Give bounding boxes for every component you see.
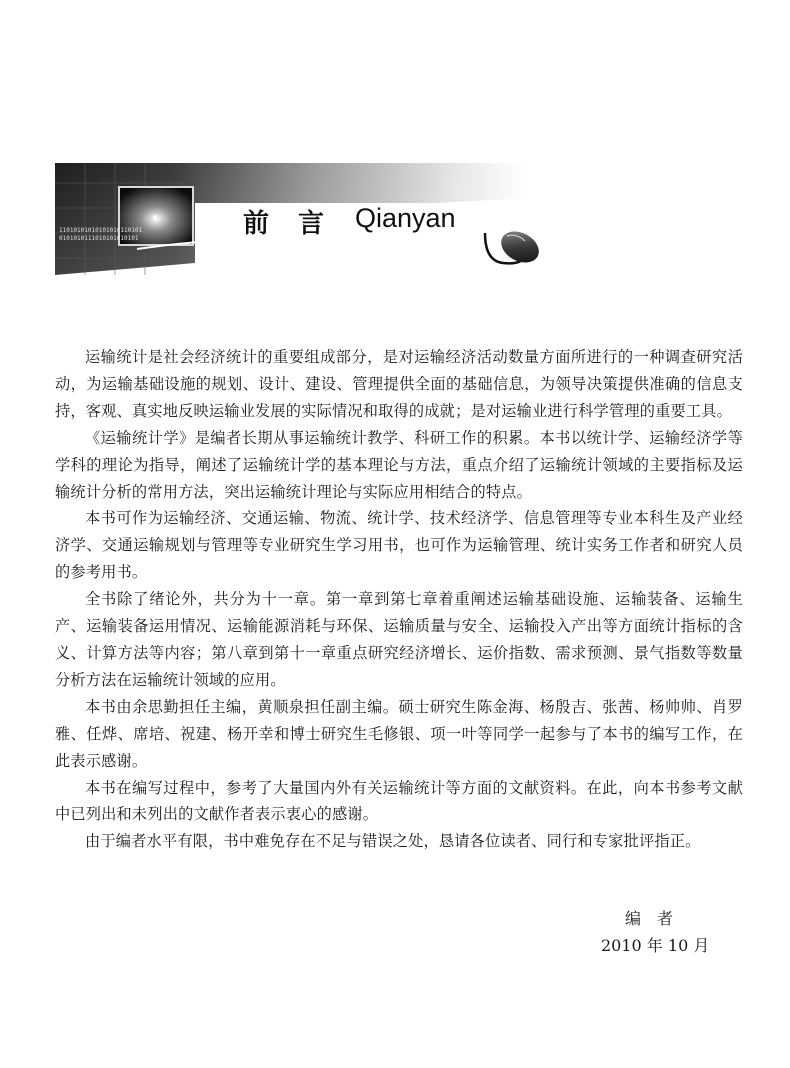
binary-decoration-2: 0101010111010101010101 [59, 235, 139, 242]
paragraph-5: 本书由余思勤担任主编，黄顺泉担任副主编。硕士研究生陈金海、杨殷吉、张茜、杨帅帅、肖罗雅、任烨、席培、祝建、杨开幸和博士研究生毛修银、项一叶等同学一起参与了本书的编写工作，在此表示感谢。 [55, 697, 743, 770]
paragraph-4: 全书除了绪论外，共分为十一章。第一章到第七章着重阐述运输基础设施、运输装备、运输生产、运输装备运用情况、运输能源消耗与环保、运输质量与安全、运输投入产出等方面统计指标的含义、计算方法等内容；第八章到第十一章重点研究经济增长、运价指数、需求预测、景气指数等数量分析方法在运输统计领域的应用。 [55, 590, 743, 689]
binary-decoration-1: 11010101010101010110101 [59, 227, 143, 234]
paragraph-2: 《运输统计学》是编者长期从事运输统计教学、科研工作的积累。本书以统计学、运输经济学等学科的理论为指导，阐述了运输统计学的基本理论与方法，重点介绍了运输统计领域的主要指标及运输统计分析的常用方法，突出运输统计理论与实际应用相结合的特点。 [55, 428, 743, 501]
signature-author: 编者 [625, 909, 690, 928]
page-title: 前 言 [243, 209, 335, 239]
preface-body [55, 344, 743, 855]
paragraph-6: 本书在编写过程中，参考了大量国内外有关运输统计等方面的文献资料。在此，向本书参考文献中已列出和未列出的文献作者表示衷心的感谢。 [55, 778, 743, 824]
paragraph-3: 本书可作为运输经济、交通运输、物流、统计学、技术经济学、信息管理等专业本科生及产业经济学、交通运输规划与管理等专业研究生学习用书，也可作为运输管理、统计实务工作者和研究人员的参考用书。 [55, 509, 743, 582]
header-banner [55, 163, 545, 275]
page-title-pinyin: Qianyan [355, 203, 456, 233]
paragraph-1: 运输统计是社会经济统计的重要组成部分，是对运输经济活动数量方面所进行的一种调查研究活动，为运输基础设施的规划、设计、建设、管理提供全面的基础信息，为领导决策提供准确的信息支持，客观、真实地反映运输业发展的实际情况和取得的成就；是对运输业进行科学管理的重要工具。 [55, 348, 743, 420]
signature-date: 2010 年 10 月 [601, 936, 710, 955]
paragraph-7: 由于编者水平有限，书中难免存在不足与错误之处，恳请各位读者、同行和专家批评指正。 [85, 832, 701, 851]
